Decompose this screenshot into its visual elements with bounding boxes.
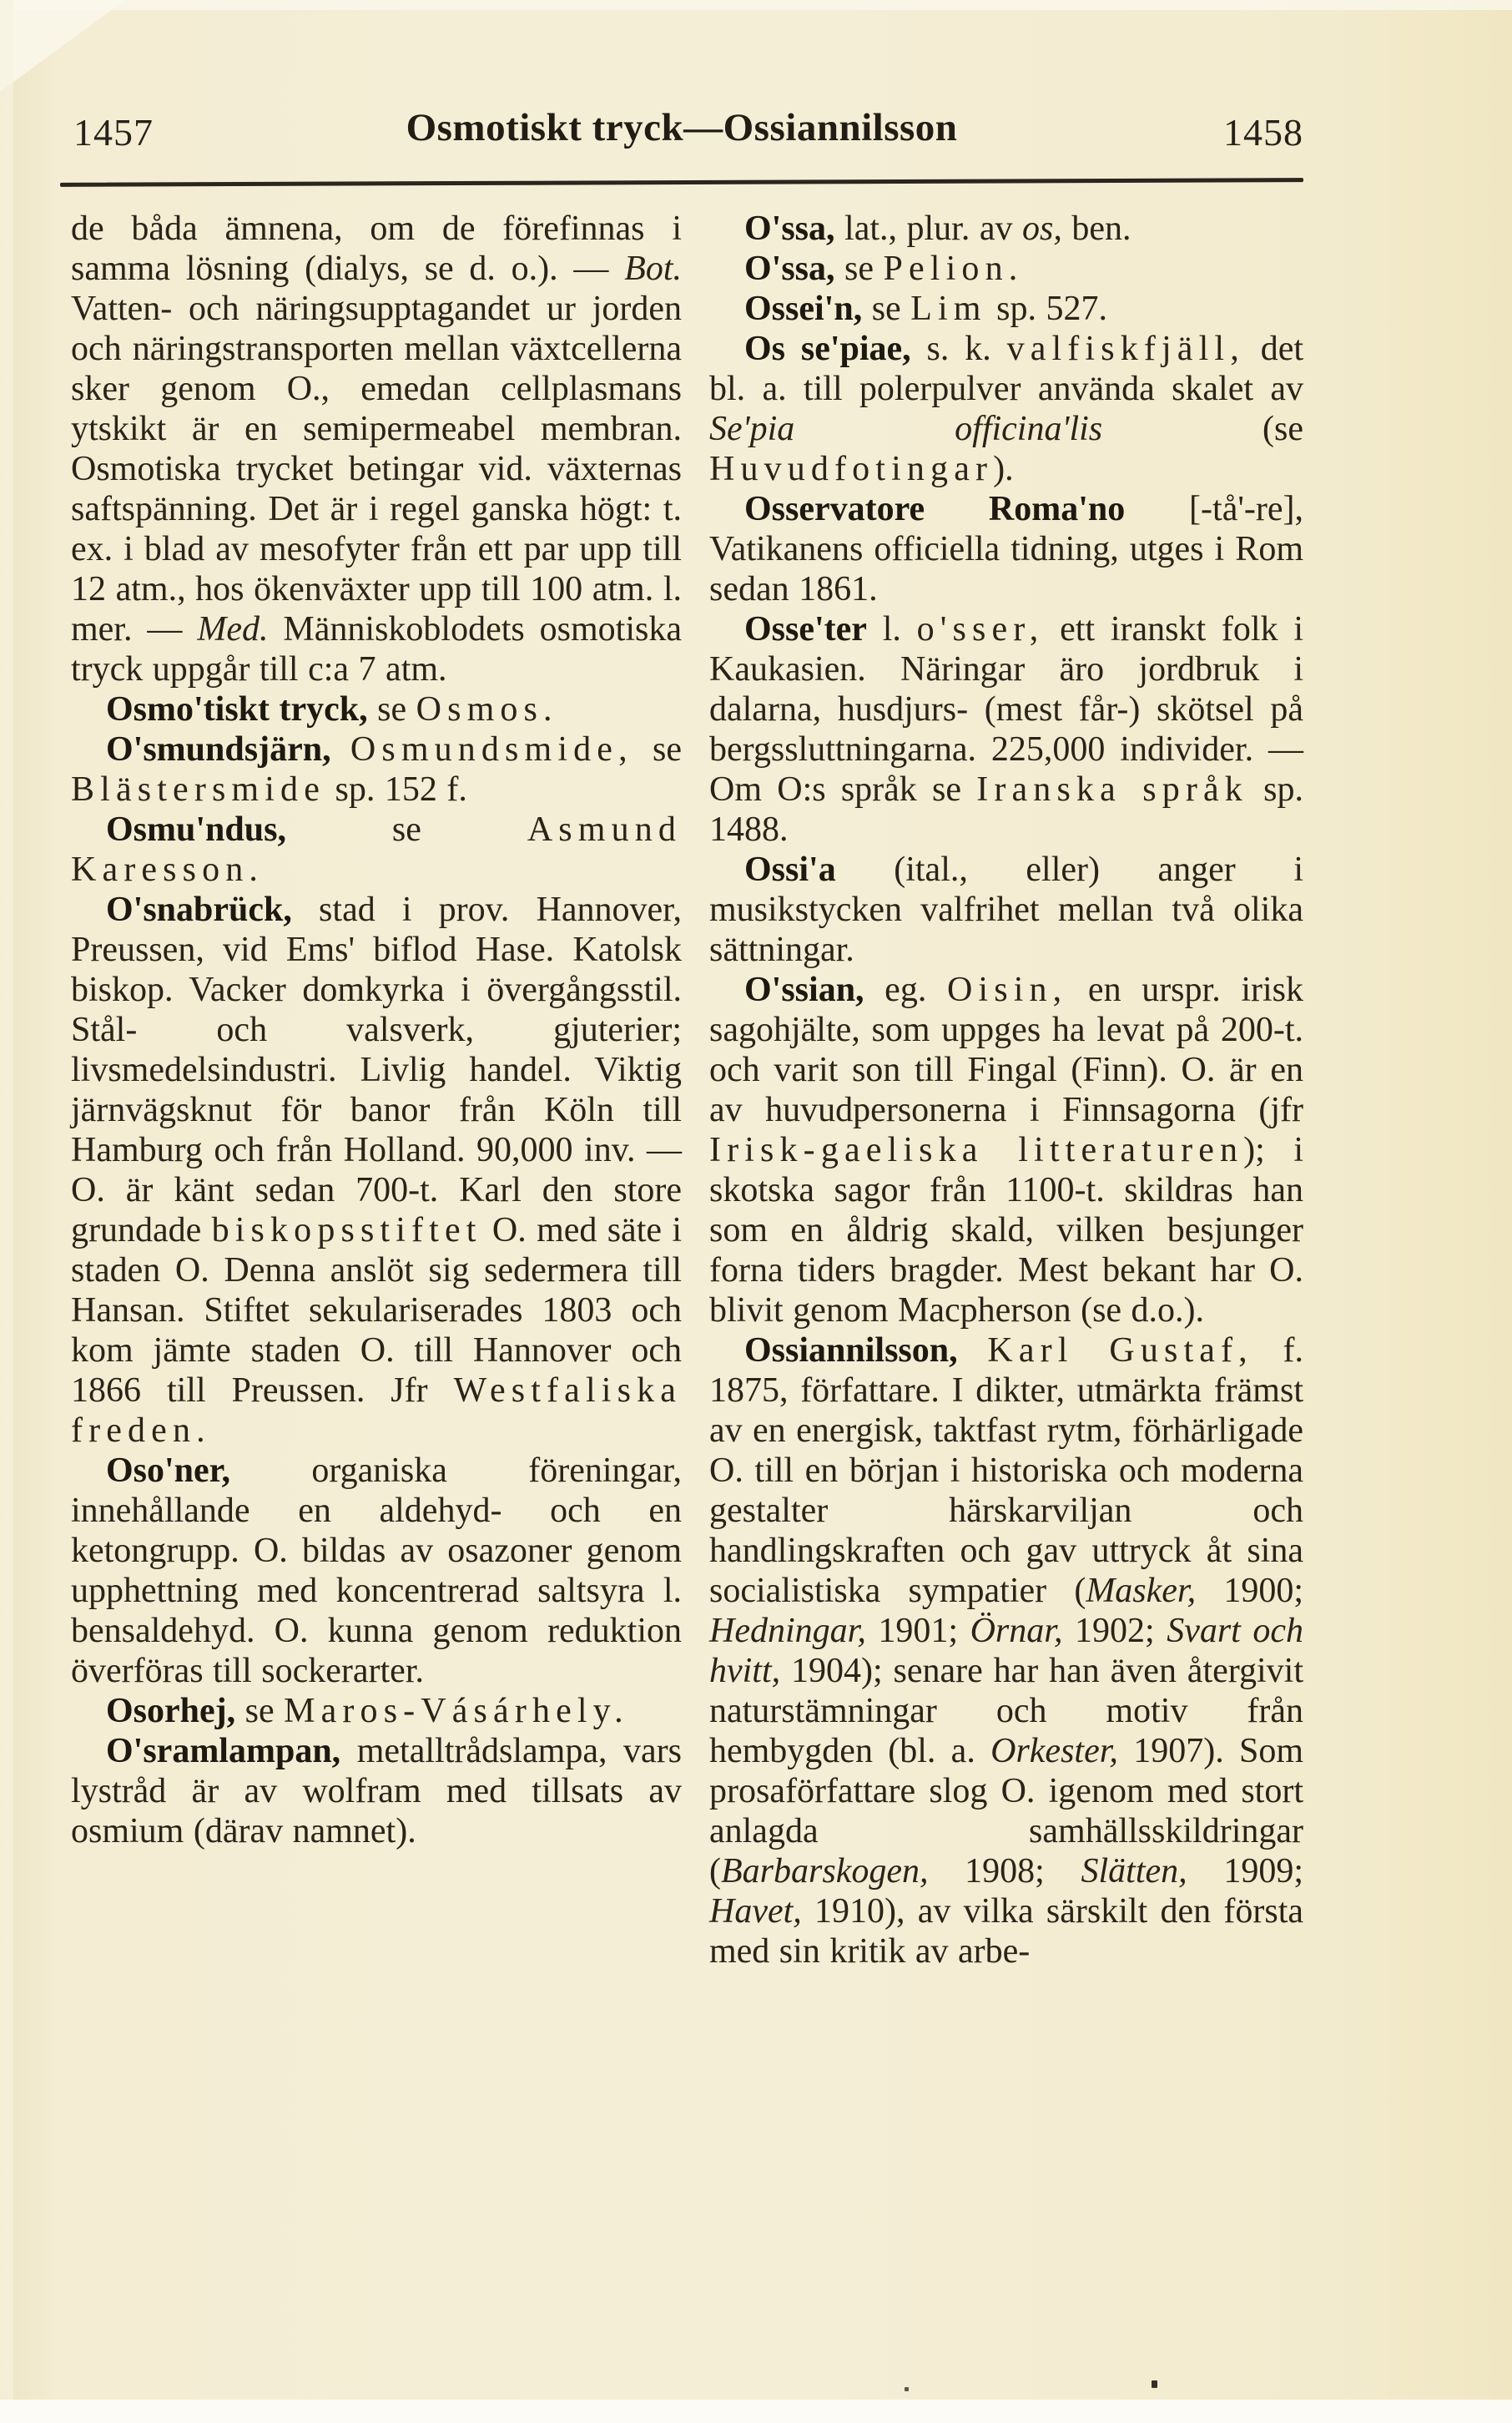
text-run: Vatten- och näringsupptagandet ur jorden och näringstransporten mellan växtcellerna sker genom O., emedan cellplasmans ytskikt är en semipermeabel membran. Osmotiska trycket betingar vid. växternas saftspänning. Det är i regel ganska högt: t. ex. i blad av mesofyter från ett par upp till 12 atm., hos ökenväxter upp till 100 atm. l. mer. — — [71, 290, 682, 649]
text-run: Blästersmide — [71, 770, 325, 809]
entry-paragraph — [71, 689, 682, 729]
entry-paragraph — [709, 850, 1303, 970]
text-run: Bot. — [624, 250, 682, 288]
paper-speck — [1152, 2380, 1157, 2388]
text-run: valfiskfjäll, — [1006, 330, 1245, 368]
entry-paragraph — [71, 209, 682, 689]
text-run: o'sser, — [916, 610, 1045, 649]
page-number-left: 1457 — [73, 111, 154, 154]
text-run: Westfaliska freden. — [71, 1371, 682, 1450]
text-run: de båda ämnena, om de förefinnas i samma lösning (dialys, se d. o.). — — [71, 209, 682, 288]
text-run: Havet, — [709, 1892, 802, 1931]
entry-paragraph — [71, 890, 682, 1451]
text-run: [-tå'-re], Vatikanens officiella tidning, utges i Rom sedan 1861. — [709, 490, 1304, 608]
text-run: 1904); senare har han även återgivit naturstämningar och motiv från hembygden (bl. a. — [709, 1652, 1303, 1770]
entry-headword: Osmu'ndus, — [106, 810, 286, 849]
text-run: 1910), av vilka särskilt den första med sin kritik av arbe- — [709, 1892, 1303, 1971]
paper-speck — [905, 2387, 909, 2391]
text-run: se — [235, 1692, 285, 1730]
text-run: 1901; — [865, 1612, 970, 1650]
text-run: Masker, — [1086, 1572, 1197, 1610]
text-run: sp. 527. — [986, 290, 1107, 328]
entry-headword: O'sramlampan, — [106, 1732, 341, 1770]
text-run: stad i prov. Hannover, Preussen, vid Ems' biflod Hase. Katolsk biskop. Vacker domkyrka i övergångsstil. Stål- och valsverk, gjuterier; livsmedelsindustri. Livlig handel. Viktig järnvägsknut för banor från Köln till Hamburg och från Holland. 90,000 inv. — O. är känt sedan 700-t. Karl den store grundade — [71, 891, 682, 1249]
text-run: f. 1875, författare. I dikter, utmärkta främst av en energisk, taktfast rytm, förhärligade O. till en början i historiska och moderna gestalter härskarviljan och handlingskraften och gav uttryck åt sina socialistiska sympatier ( — [709, 1331, 1304, 1610]
entry-headword: Osorhej, — [106, 1692, 236, 1730]
text-run: ). — [993, 450, 1014, 488]
column-right — [709, 209, 1303, 1971]
header-rule — [60, 178, 1303, 187]
entry-headword: O'ssa, — [744, 250, 835, 288]
text-run: Lim — [910, 290, 987, 328]
running-title: Osmotiskt tryck—Ossiannilsson — [406, 106, 958, 149]
text-run: (ital., eller) anger i musikstycken valfrihet mellan två olika sättningar. — [709, 851, 1303, 969]
entry-headword: O'ssa, — [744, 209, 835, 248]
entry-headword: Ossei'n, — [744, 290, 863, 328]
text-run: Se'pia officina'lis — [709, 410, 1103, 448]
entry-headword: Oso'ner, — [106, 1451, 230, 1490]
text-run: Iranska språk — [976, 770, 1248, 809]
text-run: 1908; — [928, 1852, 1081, 1890]
entry-paragraph — [71, 1731, 682, 1851]
scan-edge-left — [0, 0, 13, 2423]
text-run: Svart och hvitt, — [709, 1612, 1304, 1690]
text-run: ); i skotska sagor från 1100-t. skildras han som en åldrig skald, vilken besjunger forna tiders bragder. Mest bekant har O. blivit genom Macpherson (se d.o.). — [709, 1131, 1303, 1330]
entry-paragraph — [709, 609, 1303, 850]
entry-headword: Os se'piae, — [744, 330, 911, 368]
entry-paragraph — [71, 810, 682, 890]
text-run: se — [285, 810, 527, 849]
entry-paragraph — [709, 329, 1303, 489]
entry-paragraph — [709, 1330, 1303, 1971]
text-run: Huvudfotingar — [709, 450, 994, 488]
page-number-right: 1458 — [1223, 111, 1303, 154]
text-run: Asmund Karesson. — [71, 810, 682, 889]
entry-headword: O'ssian, — [744, 971, 864, 1009]
text-run: 1909; — [1187, 1852, 1303, 1890]
text-run: Orkester, — [990, 1732, 1118, 1770]
text-run: sp. 152 f. — [325, 770, 467, 809]
text-run: Pelion. — [883, 250, 1024, 288]
text-run: 1907). Som prosaförfattare slog O. igenom med stort anlagda samhällsskildringar ( — [709, 1732, 1304, 1890]
text-run: en urspr. irisk sagohjälte, som uppges ha levat på 200-t. och varit son till Fingal (Finn). O. är en av huvudpersonerna i Finnsagorna (jfr — [709, 971, 1303, 1129]
text-run: Barbarskogen, — [721, 1852, 929, 1890]
text-run: 1902; — [1062, 1612, 1167, 1650]
text-run: s. k. — [910, 330, 1007, 368]
text-run: lat., plur. av — [834, 209, 1022, 248]
text-run: 1900; — [1196, 1572, 1303, 1610]
entry-headword: O'smundsjärn, — [106, 730, 331, 769]
text-run: Med. — [197, 610, 269, 649]
column-left — [71, 209, 682, 1851]
text-run: se — [834, 250, 884, 288]
text-run: se — [367, 690, 416, 729]
text-run — [958, 1331, 988, 1370]
text-run: biskopsstiftet — [211, 1211, 482, 1249]
entry-paragraph — [709, 970, 1303, 1330]
entry-paragraph — [709, 489, 1303, 609]
text-run: organiska föreningar, innehållande en aldehyd- och en ketongrupp. O. bildas av osazoner genom upphettning med koncentrerad saltsyra l. bensaldehyd. O. kunna genom reduktion överföras till sockerarter. — [71, 1451, 682, 1690]
text-run: Slätten, — [1081, 1852, 1187, 1890]
text-run: l. — [866, 610, 917, 649]
entry-paragraph — [709, 209, 1303, 249]
scan-edge-top — [0, 0, 1512, 10]
text-run: Maros-Vásárhely. — [284, 1692, 629, 1730]
text-run: eg. — [864, 971, 947, 1009]
text-run — [331, 730, 350, 769]
text-run: Människoblodets osmotiska tryck uppgår till c:a 7 atm. — [71, 610, 682, 689]
text-run: Osmos. — [416, 690, 558, 729]
entry-paragraph — [71, 1691, 682, 1731]
text-run: (se — [1102, 410, 1303, 448]
entry-paragraph — [71, 729, 682, 810]
text-run: os, — [1022, 209, 1062, 248]
text-run: Hedningar, — [709, 1612, 866, 1650]
text-run: Osmundsmide, — [350, 730, 633, 769]
text-run: Karl Gustaf, — [987, 1331, 1253, 1370]
text-run: Irisk-gaeliska litteraturen — [709, 1131, 1244, 1169]
text-run: Örnar, — [970, 1612, 1063, 1650]
text-run: O. med säte i staden O. Denna anslöt sig sedermera till Hansan. Stiftet sekulariserades 1803 och kom jämte staden O. till Hannover och 1866 till Preussen. Jfr — [71, 1211, 682, 1410]
text-run: se — [862, 290, 911, 328]
text-run: metalltrådslampa, vars lystråd är av wolfram med tillsats av osmium (därav namnet). — [71, 1732, 682, 1850]
entry-headword: Ossi'a — [744, 851, 836, 889]
entry-headword: O'snabrück, — [106, 891, 292, 929]
entry-headword: Osmo'tiskt tryck, — [106, 690, 368, 729]
text-run: det bl. a. till polerpulver använda skalet av — [709, 330, 1303, 408]
paper-torn-corner — [0, 0, 125, 92]
entry-paragraph — [709, 249, 1303, 289]
text-run: ett iranskt folk i Kaukasien. Näringar äro jordbruk i dalarna, husdjurs- (mest får-) skötsel på bergssluttningarna. 225,000 individer. — Om O:s språk se — [709, 610, 1303, 809]
scan-edge-bottom — [0, 2400, 1512, 2423]
text-run: ben. — [1061, 209, 1131, 248]
entry-headword: Ossiannilsson, — [744, 1331, 958, 1370]
entry-paragraph — [709, 289, 1303, 329]
entry-headword: Osservatore Roma'no — [744, 490, 1126, 528]
text-run: Oisin, — [946, 971, 1068, 1009]
entry-paragraph — [71, 1451, 682, 1691]
text-run: se — [633, 730, 682, 769]
text-run: sp. 1488. — [709, 770, 1303, 849]
entry-headword: Osse'ter — [744, 610, 867, 649]
